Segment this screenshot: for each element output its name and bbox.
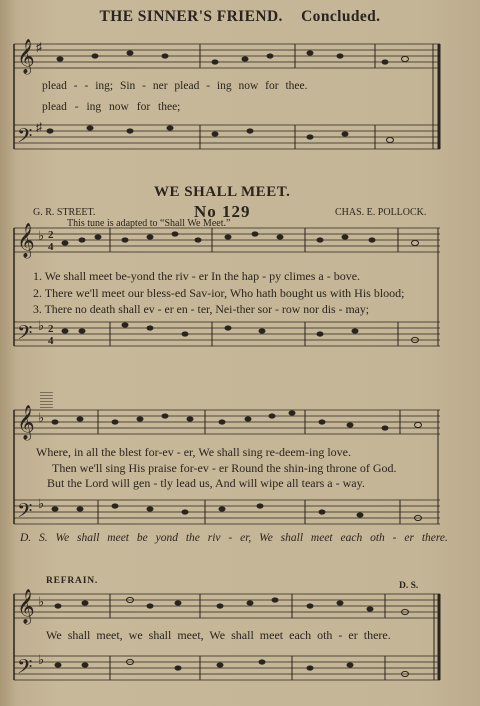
hymn-title: WE SHALL MEET.: [154, 184, 291, 200]
verse-2-line-b: Then we'll sing His praise for-ev - er Round the shin-ing throne of God.: [52, 461, 397, 475]
staff-system-top: [14, 44, 440, 149]
bass-clef-icon: 𝄢: [17, 321, 33, 349]
refrain-lyric: We shall meet, we shall meet, We shall meet each oth - er there.: [46, 628, 391, 642]
composer: CHAS. E. POLLOCK.: [335, 207, 427, 218]
treble-lyric-top: plead - - ing; Sin - ner plead - ing now for thee.: [42, 80, 308, 92]
flat-icon: ♭: [38, 652, 45, 667]
flat-icon: ♭: [38, 594, 45, 609]
treble-clef-icon: 𝄞: [17, 39, 35, 74]
verse-3-line-b: But the Lord will gen - tly lead us, And will wipe all tears a - way.: [47, 476, 365, 490]
tune-note: This tune is adapted to “Shall We Meet.”: [67, 218, 231, 229]
segno-icon: 𝄛: [40, 389, 53, 408]
ds-mark: D. S.: [399, 581, 419, 591]
sharp-icon: ♯: [36, 40, 42, 54]
notes-top: [47, 50, 409, 142]
flat-icon: ♭: [38, 410, 45, 425]
flat-icon: ♭: [38, 228, 45, 243]
bass-lyric-top: plead - ing now for thee;: [42, 101, 181, 113]
verse-3-line-a: 3. There no death shall ev - er en - ter, Nei-ther sor - row nor dis - may;: [33, 302, 370, 316]
bass-clef-icon: 𝄢: [17, 499, 33, 527]
time-signature-bottom: 4: [48, 335, 54, 347]
bass-clef-icon: 𝄢: [17, 124, 33, 152]
verse-1-line-b: Where, in all the blest for-ev - er, We shall sing re-deem-ing love.: [36, 445, 351, 459]
flat-icon: ♭: [38, 318, 45, 333]
ds-lyric: D. S. We shall meet be yond the riv - er, We shall meet each oth - er there.: [20, 532, 448, 544]
treble-clef-icon: 𝄞: [17, 223, 35, 258]
verse-2-line-a: 2. There we'll meet our bless-ed Sav-ior, Who hath bought us with His blood;: [33, 286, 405, 300]
time-signature-bottom: 4: [48, 241, 54, 253]
bass-clef-icon: 𝄢: [17, 655, 33, 683]
hymn-number: No 129: [194, 202, 251, 221]
time-signature-top: 2: [48, 323, 54, 335]
time-signature-top: 2: [48, 229, 54, 241]
header-title: THE SINNER'S FRIEND.: [99, 8, 283, 25]
refrain-label: REFRAIN.: [46, 576, 99, 586]
header-subtitle: Concluded.: [301, 8, 381, 25]
treble-clef-icon: 𝄞: [17, 589, 35, 624]
verse-1-line-a: 1. We shall meet be-yond the riv - er In the hap - py climes a - bove.: [33, 269, 361, 283]
flat-icon: ♭: [38, 496, 45, 511]
lyricist: G. R. STREET.: [33, 207, 96, 218]
sharp-icon: ♯: [36, 120, 42, 134]
treble-clef-icon: 𝄞: [17, 405, 35, 440]
